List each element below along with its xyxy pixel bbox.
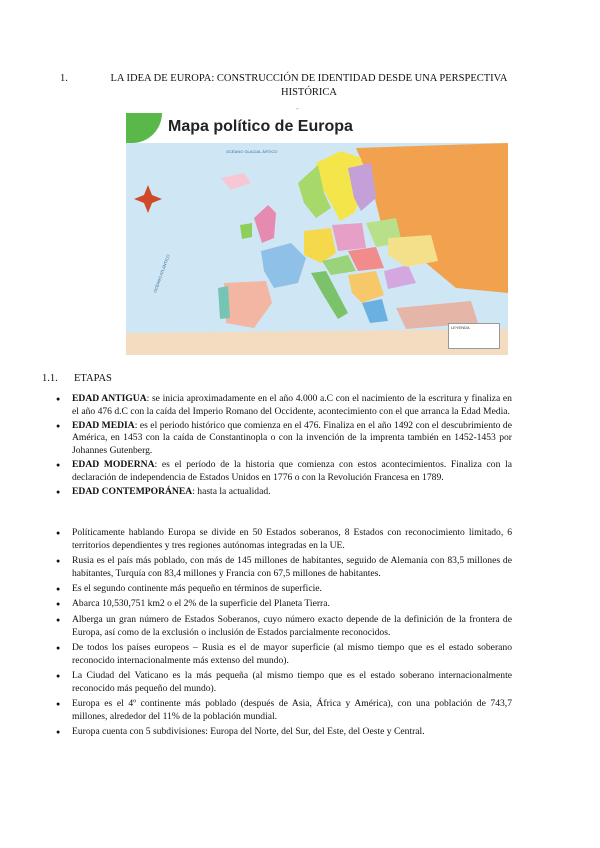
list-item: ● Abarca 10,530,751 km2 o el 2% de la superficie del Planeta Tierra. (56, 598, 512, 611)
stages-list (56, 393, 512, 499)
heading-number: 1. (60, 73, 68, 84)
map-title: Mapa político de Europa (168, 118, 353, 135)
facts-list (56, 527, 512, 741)
list-item: ● EDAD MEDIA: es el periodo histórico que comienza en el 476. Finaliza en el año 1492 con el descubrimiento de América, en 1453 con la caída de Constantinopla o con la invención de la imprenta también en 1452-1453 por Johannes Gutenberg. (56, 420, 512, 458)
section-heading (60, 72, 540, 100)
list-item: ● De todos los países europeos – Rusia es el de mayor superficie (al mismo tiempo que es el estado soberano reconocido internacionalmente más extenso del mundo). (56, 642, 512, 668)
arctic-ocean-label: OCÉANO GLACIAL ÁRTICO (226, 149, 278, 154)
subsection-title: ETAPAS (74, 373, 112, 384)
heading-title: LA IDEA DE EUROPA: CONSTRUCCIÓN DE IDENTIDAD DESDE UNA PERSPECTIVA HISTÓRICA (110, 73, 508, 98)
map-legend (448, 323, 500, 349)
subsection-number: 1.1. (42, 373, 58, 384)
list-item: ● Políticamente hablando Europa se divide en 50 Estados soberanos, 8 Estados con reconocimiento limitado, 6 territorios dependientes y tres regiones autónomas integradas en la UE. (56, 527, 512, 553)
list-item: ● Europa es el 4º continente más poblado (después de Asia, África y América), con una población de 743,7 millones, alrededor del 11% de la población mundial. (56, 698, 512, 724)
list-item: ● EDAD ANTIGUA: se inicia aproximadamente en el año 4.000 a.C con el nacimiento de la escritura y finaliza en el año 476 d.C con la caída del Imperio Romano del Occidente, acontecimiento con el que arranca la Edad Media. (56, 393, 512, 419)
atlantic-ocean-label: OCÉANO ATLÁNTICO (152, 253, 171, 294)
list-item: ● EDAD CONTEMPORÁNEA: hasta la actualidad. (56, 486, 512, 499)
list-item: ● Rusia es el país más poblado, con más de 145 millones de habitantes, seguido de Alemania con 83,5 millones de habitantes, Turquía con 83,4 millones y Francia con 67,5 millones de habitantes. (56, 555, 512, 581)
list-item: ● EDAD MODERNA: es el período de la historia que comienza con estos acontecimientos. Finaliza con la declaración de independencia de Estados Unidos en 1776 o con la Revolución Francesa en 1789. (56, 459, 512, 485)
map-title-bar (126, 113, 508, 143)
leaf-logo-icon (126, 113, 162, 143)
list-item: ● La Ciudad del Vaticano es la más pequeña (al mismo tiempo que es el estado soberano internacionalmente reconocido más pequeño del mundo). (56, 670, 512, 696)
list-item: ● Alberga un gran número de Estados Soberanos, cuyo número exacto depende de la definición de la frontera de Europa, así como de la exclusión o inclusión de Estados parcialmente reconocidos. (56, 614, 512, 640)
list-item: ● Europa cuenta con 5 subdivisiones: Europa del Norte, del Sur, del Este, del Oeste y Central. (56, 726, 512, 739)
subsection-heading (42, 373, 112, 384)
legend-label: LEYENDA (451, 325, 470, 330)
europe-political-map (126, 113, 508, 355)
list-item: ● Es el segundo continente más pequeño en términos de superficie. (56, 583, 512, 596)
divider: - (296, 104, 299, 113)
